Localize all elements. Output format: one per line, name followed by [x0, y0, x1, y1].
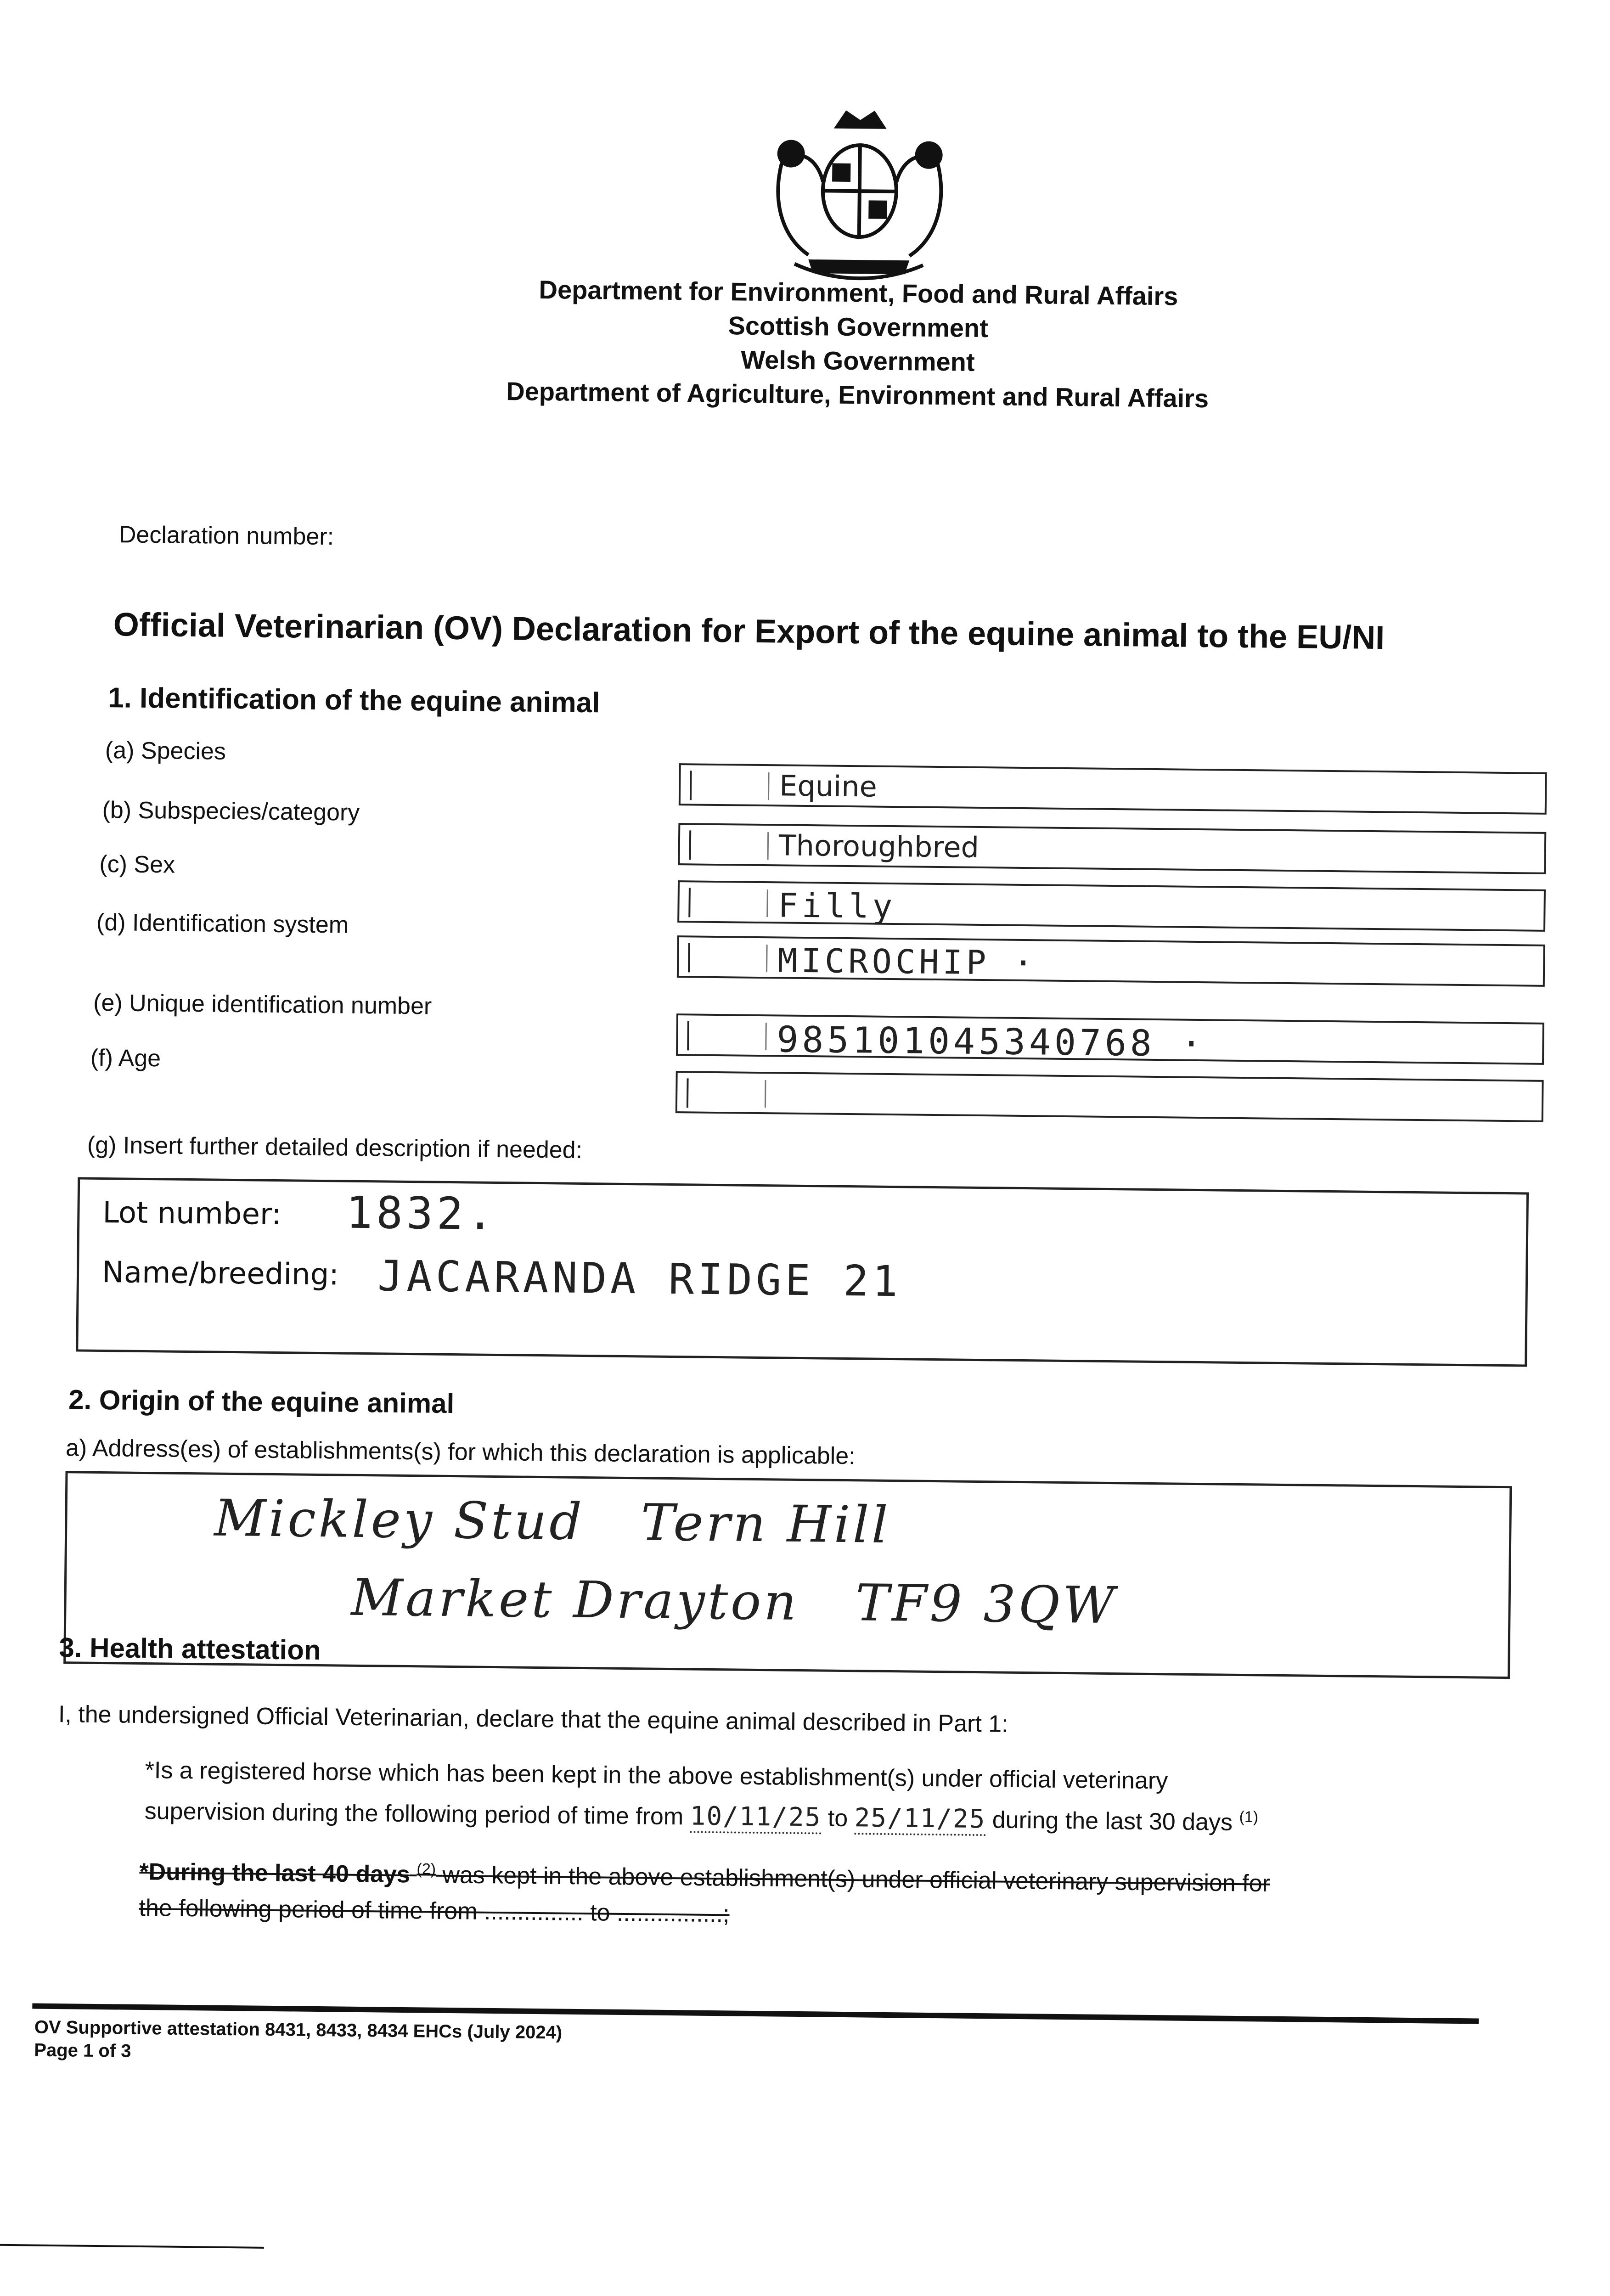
royal-coat-of-arms-icon — [753, 107, 966, 284]
address-line-2: Market Drayton TF9 3QW — [351, 1568, 1118, 1635]
identification-system-label: (d) Identification system — [96, 909, 349, 939]
age-label: (f) Age — [90, 1044, 161, 1072]
period-to-word: to — [828, 1805, 848, 1832]
name-breeding-value: JACARANDA RIDGE 21 — [377, 1251, 902, 1306]
attestation-2-line-2: the following period of time from ............... to ................; — [139, 1894, 730, 1928]
period-to-value[interactable]: 25/11/25 — [854, 1803, 985, 1836]
department-name: Department of Agriculture, Environment and Rural Affairs — [506, 377, 1209, 413]
attestation-2-text-b: was kept in the above establishment(s) under official veterinary supervision for — [442, 1862, 1271, 1897]
footnote-ref-2: (2) — [417, 1860, 436, 1878]
sex-label: (c) Sex — [99, 850, 175, 878]
further-description-box[interactable] — [76, 1177, 1529, 1367]
subspecies-field[interactable] — [678, 823, 1546, 874]
unique-id-label: (e) Unique identification number — [93, 989, 432, 1020]
sex-field[interactable] — [677, 880, 1546, 932]
footer-page-number: Page 1 of 3 — [34, 2040, 131, 2061]
attestation-1-line-1: *Is a registered horse which has been kept in the above establishment(s) under official veterinary — [145, 1757, 1168, 1795]
sex-value: Filly — [778, 886, 896, 926]
subspecies-label: (b) Subspecies/category — [102, 796, 360, 826]
subspecies-value: Thoroughbred — [778, 828, 980, 864]
scan-edge-line — [0, 2244, 264, 2249]
identification-system-value: MICROCHIP · — [777, 941, 1037, 983]
address-label: a) Address(es) of establishments(s) for which this declaration is applicable: — [65, 1435, 856, 1470]
footnote-ref-1: (1) — [1239, 1808, 1259, 1826]
further-description-label: (g) Insert further detailed description if needed: — [87, 1131, 583, 1164]
section1-heading: 1. Identification of the equine animal — [107, 682, 600, 719]
attestation-1-line-2 — [144, 1795, 1258, 1837]
age-field[interactable] — [676, 1071, 1544, 1122]
lot-number-value: 1832. — [345, 1187, 498, 1240]
department-name: Scottish Government — [728, 311, 989, 343]
document-title: Official Veterinarian (OV) Declaration for Export of the equine animal to the EU/NI — [113, 606, 1385, 657]
species-value: Equine — [779, 769, 878, 804]
section2-heading: 2. Origin of the equine animal — [68, 1384, 455, 1419]
species-label: (a) Species — [105, 737, 226, 765]
attestation-1-text-b: during the last 30 days — [992, 1806, 1233, 1836]
attestation-2-text-a: *During the last 40 days — [139, 1858, 411, 1888]
unique-id-field[interactable] — [676, 1013, 1544, 1065]
period-from-value[interactable]: 10/11/25 — [690, 1801, 821, 1834]
address-line-1: Mickley Stud Tern Hill — [214, 1488, 891, 1555]
attestation-2-line-1 — [139, 1857, 1270, 1897]
identification-system-field[interactable] — [677, 935, 1545, 987]
footer-attestation-ref: OV Supportive attestation 8431, 8433, 8434 EHCs (July 2024) — [34, 2017, 563, 2043]
name-breeding-label: Name/breeding: — [101, 1255, 339, 1292]
attestation-1-text-a: supervision during the following period of time from — [144, 1798, 684, 1830]
department-name: Department for Environment, Food and Rural Affairs — [539, 275, 1178, 311]
species-field[interactable] — [679, 763, 1547, 815]
health-intro: I, the undersigned Official Veterinarian, declare that the equine animal described in Part 1: — [58, 1701, 1008, 1738]
declaration-number-label: Declaration number: — [118, 521, 334, 551]
section3-heading: 3. Health attestation — [59, 1632, 321, 1666]
unique-id-value: 985101045340768 · — [776, 1019, 1206, 1065]
lot-number-label: Lot number: — [102, 1196, 282, 1232]
department-name: Welsh Government — [740, 345, 975, 377]
